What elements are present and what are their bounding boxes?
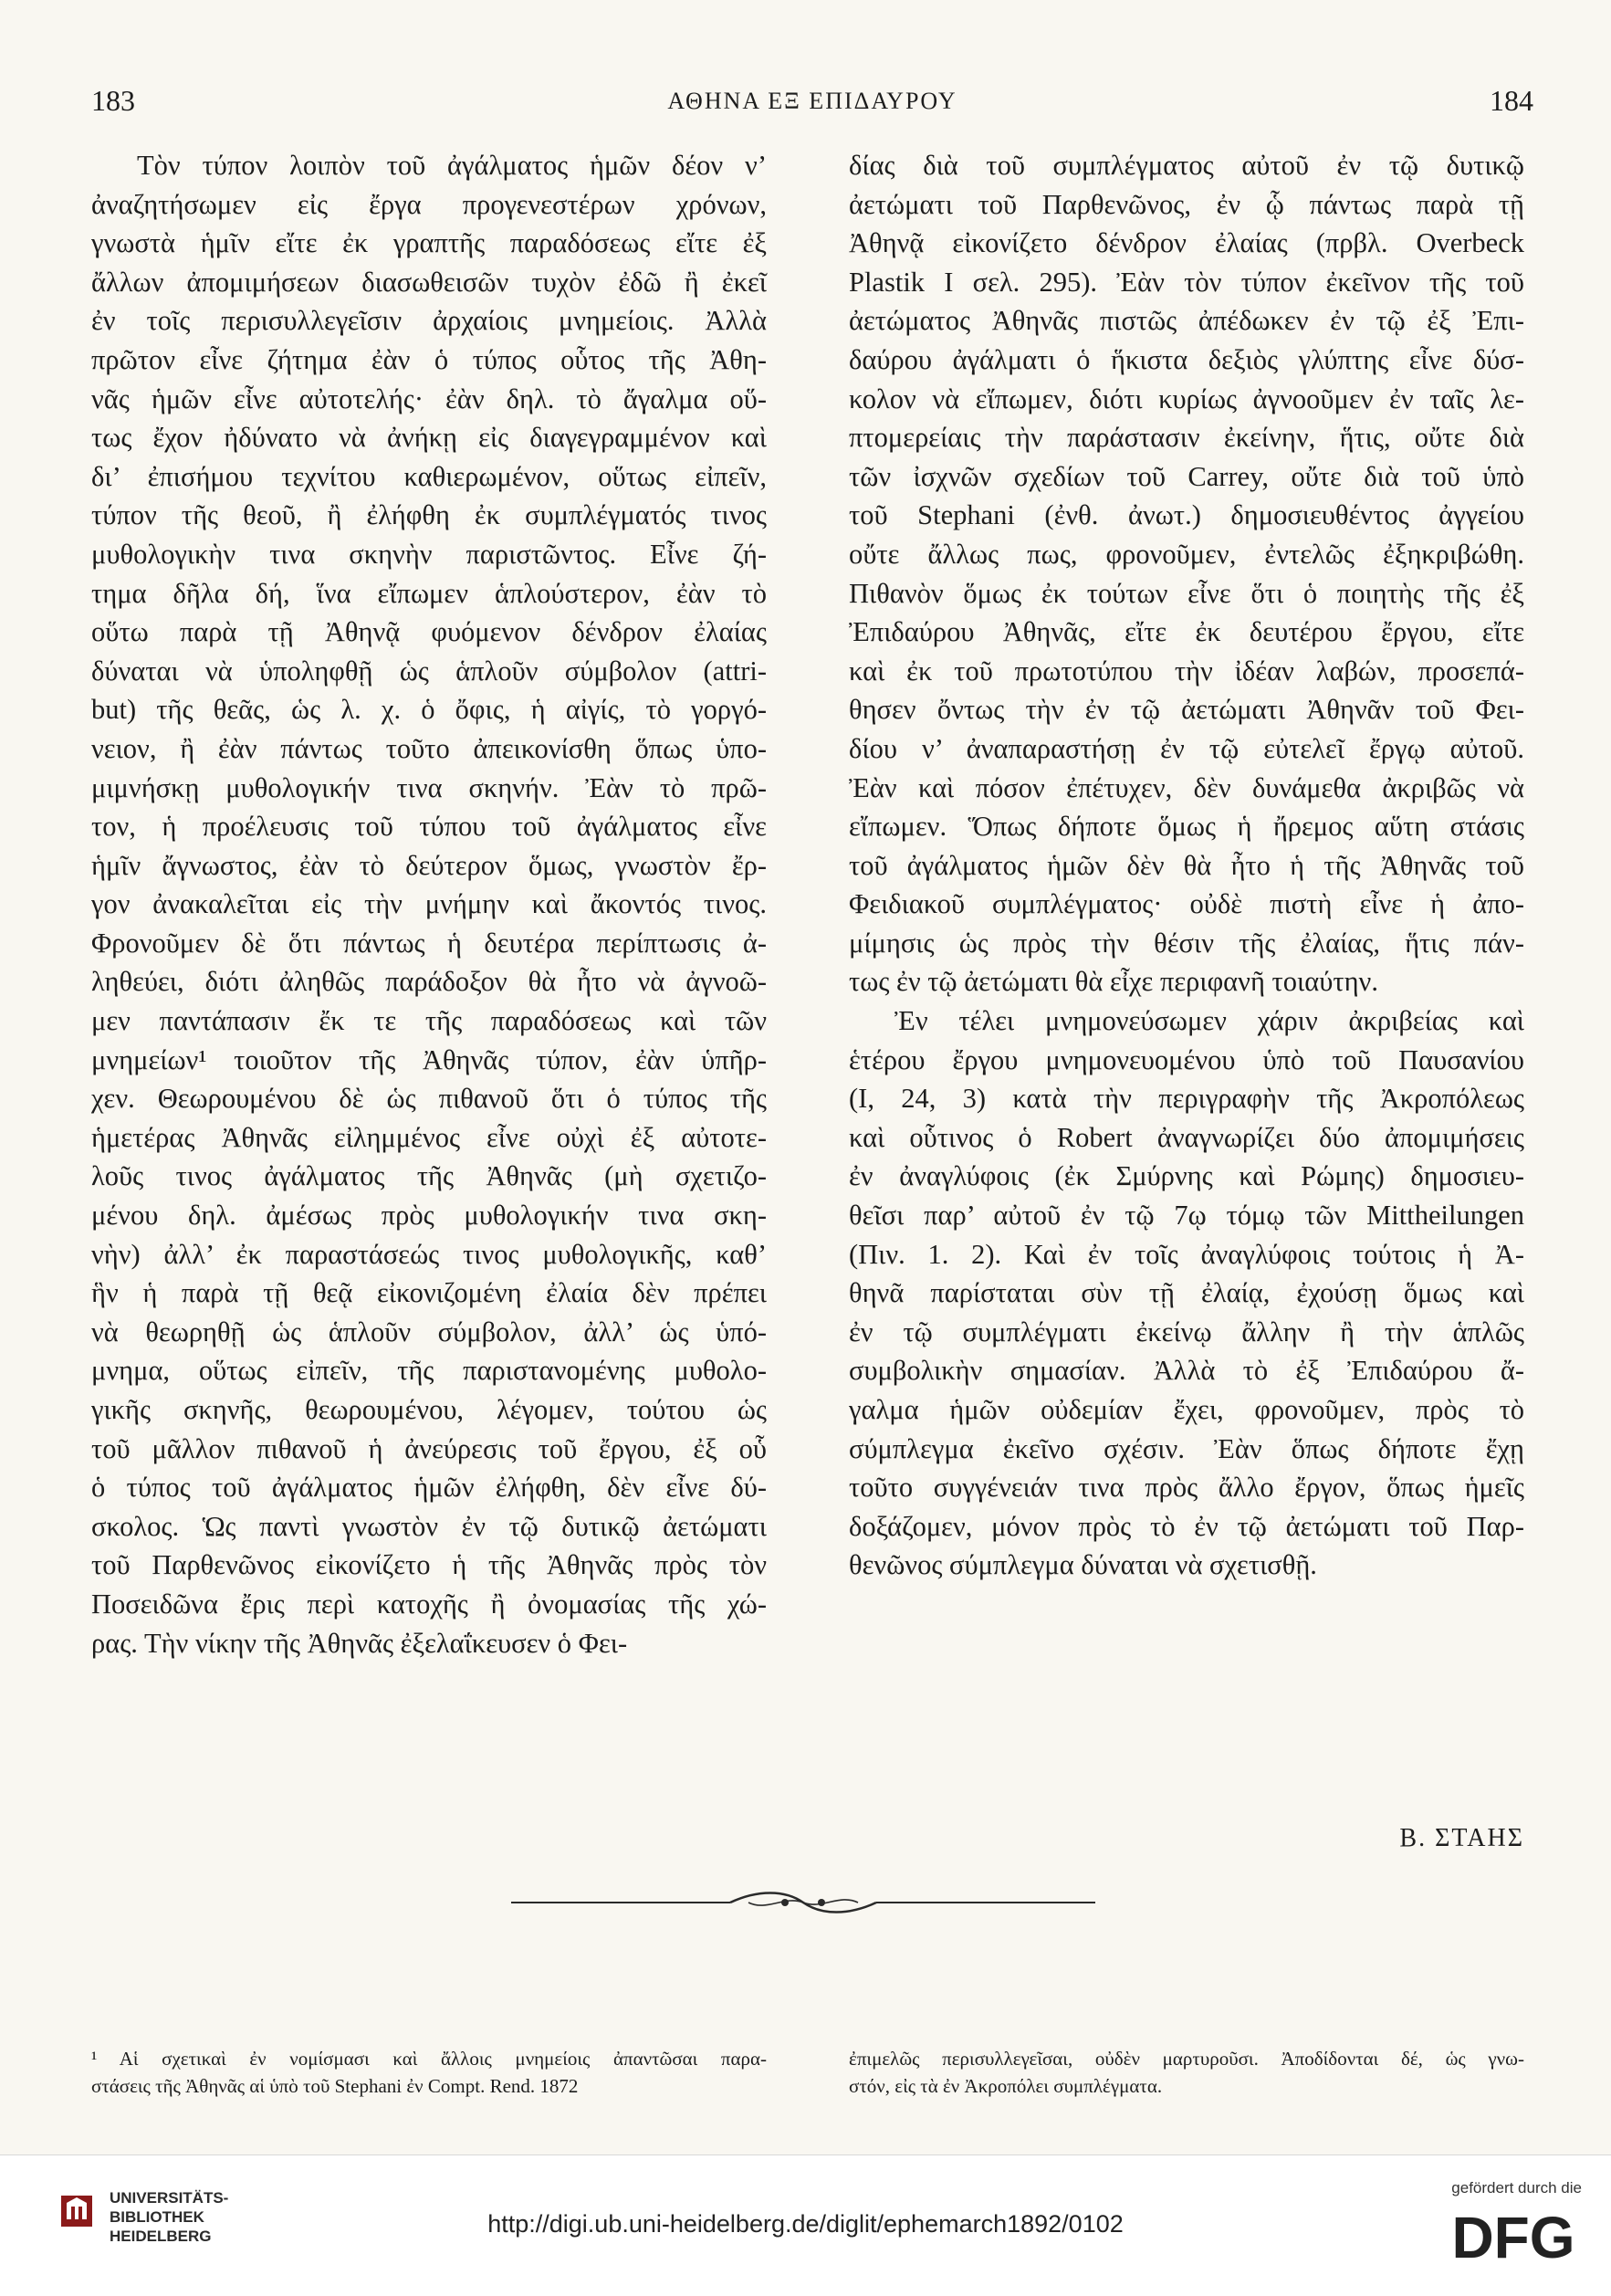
- text-line: δίας διὰ τοῦ συμπλέγματος αὐτοῦ ἐν τῷ δυτικῷ: [849, 150, 1524, 181]
- text-line: θησεν ὄντως τὴν ἐν τῷ ἀετώματι Ἀθηνᾶν τοῦ Φει-: [849, 694, 1524, 726]
- text-line: ἣν ἡ παρὰ τῇ θεᾷ εἰκονιζομένη ἐλαία δὲν πρέπει: [91, 1277, 767, 1309]
- text-line: ἐν ἀναγλύφοις (ἐκ Σμύρνης καὶ Ρώμης) δημοσιευ-: [849, 1160, 1524, 1192]
- text-line: but) τῆς θεᾶς, ὡς λ. χ. ὁ ὄφις, ἡ αἰγίς, τὸ γοργό-: [91, 694, 767, 726]
- text-line: μένου δηλ. ἀμέσως πρὸς μυθολογικήν τινα σκη-: [91, 1200, 767, 1232]
- text-line: τοῦ ἀγάλματος ἡμῶν δὲν θὰ ἦτο ἡ τῆς Ἀθηνᾶς τοῦ: [849, 849, 1524, 881]
- text-line: μεν παντάπασιν ἔκ τε τῆς παραδόσεως καὶ τῶν: [91, 1005, 767, 1037]
- text-line: τοῦ μᾶλλον πιθανοῦ ἡ ἀνεύρεσις τοῦ ἔργου, ἐξ οὗ: [91, 1432, 767, 1464]
- text-line: τημα δῆλα δή, ἵνα εἴπωμεν ἁπλούστερον, ἐὰν τὸ: [91, 577, 767, 609]
- text-line: ἐν τῷ συμπλέγματι ἐκείνῳ ἄλλην ἢ τὴν ἁπλῶς: [849, 1316, 1524, 1347]
- text-line: τοῦ Stephani (ἐνθ. ἀνωτ.) δημοσιευθέντος ἀγγείου: [849, 499, 1524, 531]
- text-line: νὰ θεωρηθῇ ὡς ἁπλοῦν σύμβολον, ἀλλ’ ὡς ὑπό-: [91, 1316, 767, 1347]
- text-line: κολον νὰ εἴπωμεν, διότι κυρίως ἀγνοοῦμεν ἐν ταῖς λε-: [849, 383, 1524, 414]
- text-line: τύπον τῆς θεοῦ, ἢ ἐλήφθη ἐκ συμπλέγματός τινος: [91, 499, 767, 531]
- ornamental-divider: [511, 1888, 1095, 1917]
- running-head: [91, 84, 1533, 124]
- text-line: μνημα, οὕτως εἰπεῖν, τῆς παριστανομένης μυθολο-: [91, 1355, 767, 1387]
- text-line: ἀετώματος Ἀθηνᾶς πιστῶς ἀπέδωκεν ἐν τῷ ἐξ Ἐπι-: [849, 305, 1524, 337]
- text-line: μυθολογικὴν τινα σκηνὴν παριστῶντος. Εἶνε ζή-: [91, 538, 767, 570]
- text-line: τον, ἡ προέλευσις τοῦ τύπου τοῦ ἀγάλματος εἶνε: [91, 811, 767, 843]
- funding-label: gefördert durch die: [1451, 2179, 1582, 2196]
- text-line: ἡμετέρας Ἀθηνᾶς εἰλημμένος εἶνε οὐχὶ ἐξ αὐτοτε-: [91, 1121, 767, 1153]
- text-line: νὴν) ἀλλ’ ἐκ παραστάσεώς τινος μυθολογικῆς, καθ’: [91, 1238, 767, 1270]
- footnotes-left: [91, 2045, 767, 2100]
- text-column-right: [849, 146, 1524, 1585]
- viewer-footer: [0, 2154, 1611, 2296]
- text-line: τως ἐν τῷ ἀετώματι θὰ εἶχε περιφανῆ τοιαύτην.: [849, 966, 1378, 998]
- page-number-right: 184: [1490, 84, 1533, 117]
- footnotes-right: [849, 2045, 1524, 2100]
- text-line: δι’ ἐπισήμου τεχνίτου καθιερωμένον, οὕτως εἰπεῖν,: [91, 460, 767, 492]
- text-line: μιμνήσκῃ μυθολογικήν τινα σκηνήν. Ἐὰν τὸ πρῶ-: [91, 771, 767, 803]
- text-line: μνημείων¹ τοιοῦτον τῆς Ἀθηνᾶς τύπον, ἐὰν ὑπῆρ-: [91, 1043, 767, 1075]
- text-line: ἡμῖν ἄγνωστος, ἐὰν τὸ δεύτερον ὅμως, γνωστὸν ἔρ-: [91, 849, 767, 881]
- text-line: οὔτε ἄλλως πως, φρονοῦμεν, ἐντελῶς ἐξηκριβώθη.: [849, 538, 1524, 570]
- text-line: Plastik I σελ. 295). Ἐὰν τὸν τύπον ἐκεῖνον τῆς τοῦ: [849, 266, 1524, 298]
- text-line: θεῖσι παρ’ αὐτοῦ ἐν τῷ 7ῳ τόμῳ τῶν Mittheilungen: [849, 1200, 1524, 1232]
- text-line: Φειδιακοῦ συμπλέγματος· οὐδὲ πιστὴ εἶνε ἡ ἀπο-: [849, 888, 1524, 920]
- text-line: Ἐν τέλει μνημονεύσωμεν χάριν ἀκριβείας καὶ: [894, 1005, 1524, 1037]
- text-line: τῶν ἰσχνῶν σχεδίων τοῦ Carrey, οὔτε διὰ τοῦ ὑπὸ: [849, 460, 1524, 492]
- text-line: Πιθανὸν ὅμως ἐκ τούτων εἶνε ὅτι ὁ ποιητὴς τῆς ἐξ: [849, 577, 1524, 609]
- university-library-name: UNIVERSITÄTS- BIBLIOTHEK HEIDELBERG: [110, 2189, 229, 2245]
- text-line: γον ἀνακαλεῖται εἰς τὴν μνήμην καὶ ἄκοντός τινος.: [91, 888, 767, 920]
- text-line: ἀναζητήσωμεν εἰς ἔργα προγενεστέρων χρόνων,: [91, 188, 767, 220]
- text-line: Ἐπιδαύρου Ἀθηνᾶς, εἴτε ἐκ δευτέρου ἔργου, εἴτε: [849, 616, 1524, 648]
- text-line: γαλμα ἡμῶν οὐδεμίαν ἔχει, φρονοῦμεν, πρὸς τὸ: [849, 1394, 1524, 1425]
- text-line: (Πιν. 1. 2). Καὶ ἐν τοῖς ἀναγλύφοις τούτοις ἡ Ἀ-: [849, 1238, 1524, 1270]
- permalink-url[interactable]: http://digi.ub.uni-heidelberg.de/diglit/ephemarch1892/0102: [487, 2210, 1124, 2238]
- text-line: ὁ τύπος τοῦ ἀγάλματος ἡμῶν ἐλήφθη, δὲν εἶνε δύ-: [91, 1472, 767, 1504]
- text-line: σύμπλεγμα ἐκεῖνο σχέσιν. Ἐὰν ὅπως δήποτε ἔχῃ: [849, 1432, 1524, 1464]
- text-line: (I, 24, 3) κατὰ τὴν περιγραφὴν τῆς Ἀκροπόλεως: [849, 1083, 1524, 1115]
- text-line: μίμησις ὡς πρὸς τὴν θέσιν τῆς ἐλαίας, ἥτις πάν-: [849, 927, 1524, 959]
- page-number-left: 183: [91, 84, 135, 117]
- author-signature: Β. ΣΤΑΗΣ: [1399, 1824, 1524, 1852]
- text-line: Ποσειδῶνα ἔρις περὶ κατοχῆς ἢ ὀνομασίας τῆς χώ-: [91, 1588, 767, 1620]
- text-line: ρας. Τὴν νίκην τῆς Ἀθηνᾶς ἐξελαΐκευσεν ὁ Φει-: [91, 1627, 628, 1659]
- text-line: γνωστὰ ἡμῖν εἴτε ἐκ γραπτῆς παραδόσεως εἴτε ἐξ: [91, 227, 767, 259]
- text-line: δύναται νὰ ὑποληφθῇ ὡς ἁπλοῦν σύμβολον (attri-: [91, 655, 767, 687]
- text-line: Φρονοῦμεν δὲ ὅτι πάντως ἡ δευτέρα περίπτωσις ἀ-: [91, 927, 767, 959]
- text-line: τοῦτο συγγένειάν τινα πρὸς ἄλλο ἔργον, ὅπως ἡμεῖς: [849, 1472, 1524, 1504]
- text-line: τοῦ Παρθενῶνος εἰκονίζετο ἡ τῆς Ἀθηνᾶς πρὸς τὸν: [91, 1549, 767, 1581]
- text-line: καὶ οὗτινος ὁ Robert ἀναγνωρίζει δύο ἀπομιμήσεις: [849, 1121, 1524, 1153]
- text-line: σκολος. Ὡς παντὶ γνωστὸν ἐν τῷ δυτικῷ ἀετώματι: [91, 1510, 767, 1542]
- text-line: χεν. Θεωρουμένου δὲ ὡς πιθανοῦ ὅτι ὁ τύπος τῆς: [91, 1083, 767, 1115]
- text-column-left: [91, 146, 767, 1662]
- text-line: νειον, ἢ ἐὰν πάντως τοῦτο ἀπεικονίσθη ὅπως ὑπο-: [91, 732, 767, 764]
- text-line: πτομερείαις τὴν παράστασιν ἐκείνην, ἥτις, οὔτε διὰ: [849, 422, 1524, 454]
- text-line: ἐν τοῖς περισυλλεγεῖσιν ἀρχαίοις μνημείοις. Ἀλλὰ: [91, 305, 767, 337]
- text-line: εἴπωμεν. Ὅπως δήποτε ὅμως ἡ ἤρεμος αὕτη στάσις: [849, 811, 1524, 843]
- text-line: θηνᾶ παρίσταται σὺν τῇ ἐλαίᾳ, ἐχούσῃ ὅμως καὶ: [849, 1277, 1524, 1309]
- text-line: δίου ν’ ἀναπαραστήσῃ ἐν τῷ εὐτελεῖ ἔργῳ αὐτοῦ.: [849, 732, 1524, 764]
- text-line: τως ἔχον ἠδύνατο νὰ ἀνήκῃ εἰς διαγεγραμμένον καὶ: [91, 422, 767, 454]
- text-line: θενῶνος σύμπλεγμα δύναται νὰ σχετισθῇ.: [849, 1549, 1317, 1581]
- text-line: Τὸν τύπον λοιπὸν τοῦ ἀγάλματος ἡμῶν δέον ν’: [137, 150, 767, 181]
- text-line: Ἐὰν καὶ πόσον ἐπέτυχεν, δὲν δυνάμεθα ἀκριβῶς νὰ: [849, 771, 1524, 803]
- svg-text:DFG: DFG: [1451, 2205, 1575, 2267]
- text-line: νᾶς ἡμῶν εἶνε αὐτοτελής· ἐὰν δηλ. τὸ ἄγαλμα οὕ-: [91, 383, 767, 414]
- text-line: ἀετώματι τοῦ Παρθενῶνος, ἐν ᾧ πάντως παρὰ τῇ: [849, 188, 1524, 220]
- text-line: Ἀθηνᾷ εἰκονίζετο δένδρον ἐλαίας (πρβλ. Overbeck: [849, 227, 1524, 259]
- dfg-logo-icon: [1445, 2203, 1582, 2267]
- footnote-line: στόν, εἰς τὰ ἐν Ἀκροπόλει συμπλέγματα.: [849, 2075, 1163, 2097]
- text-line: ἑτέρου ἔργου μνημονευομένου ὑπὸ τοῦ Παυσανίου: [849, 1043, 1524, 1075]
- text-line: οὕτω παρὰ τῇ Ἀθηνᾷ φυόμενον δένδρον ἐλαίας: [91, 616, 767, 648]
- text-line: δαύρου ἀγάλματι ὁ ἥκιστα δεξιὸς γλύπτης εἶνε δύσ-: [849, 343, 1524, 375]
- text-line: δοξάζομεν, μόνον πρὸς τὸ ἐν τῷ ἀετώματι τοῦ Παρ-: [849, 1510, 1524, 1542]
- text-line: συμβολικὴν σημασίαν. Ἀλλὰ τὸ ἐξ Ἐπιδαύρου ἄ-: [849, 1355, 1524, 1387]
- text-line: καὶ ἐκ τοῦ πρωτοτύπου τὴν ἰδέαν λαβών, προσεπά-: [849, 655, 1524, 687]
- footnote-line: ἐπιμελῶς περισυλλεγεῖσαι, οὐδὲν μαρτυροῦσι. Ἀποδίδονται δέ, ὡς γνω-: [849, 2048, 1524, 2070]
- footnote-line: ¹ Αἱ σχετικαὶ ἐν νομίσμασι καὶ ἄλλοις μνημείοις ἀπαντῶσαι παρα-: [91, 2048, 767, 2070]
- text-line: λοῦς τινος ἀγάλματος τῆς Ἀθηνᾶς (μὴ σχετιζο-: [91, 1160, 767, 1192]
- footnote-line: στάσεις τῆς Ἀθηνᾶς αἱ ὑπὸ τοῦ Stephani ἐν Compt. Rend. 1872: [91, 2075, 579, 2097]
- text-line: ἄλλων ἀπομιμήσεων διασωθεισῶν τυχὸν ἐδῶ ἢ ἐκεῖ: [91, 266, 767, 298]
- text-line: γικῆς σκηνῆς, θεωρουμένου, λέγομεν, τούτου ὡς: [91, 1394, 767, 1425]
- text-line: πρῶτον εἶνε ζήτημα ἐὰν ὁ τύπος οὗτος τῆς Ἀθη-: [91, 343, 767, 375]
- running-title: ΑΘΗΝΑ ΕΞ ΕΠΙΔΑΥΡΟΥ: [667, 88, 957, 114]
- text-line: ληθεύει, διότι ἀληθῶς παράδοξον θὰ ἦτο νὰ ἀγνοῶ-: [91, 966, 767, 998]
